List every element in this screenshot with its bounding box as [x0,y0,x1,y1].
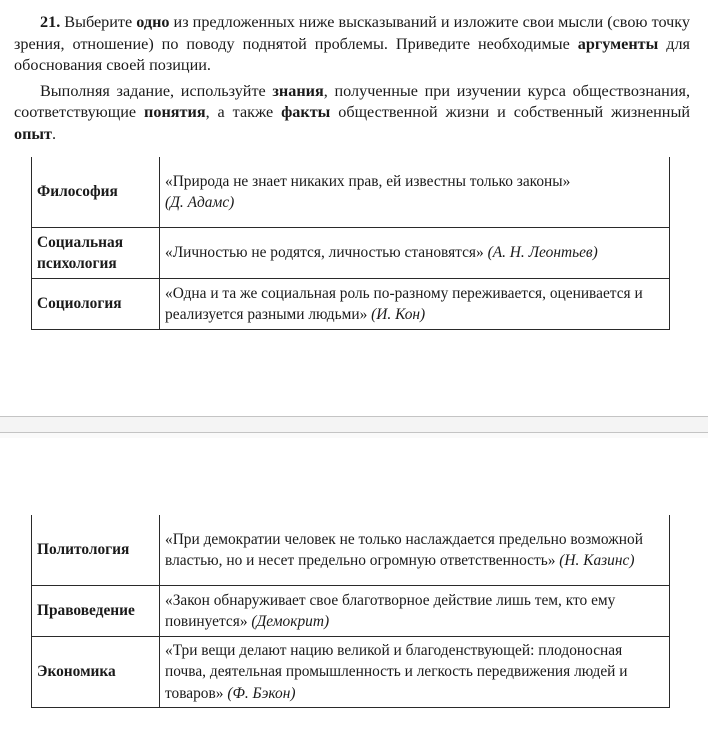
subject-cell: Социальная психология [32,228,160,279]
task-paragraph-2 [14,81,690,146]
text-fragment: , а также [205,103,282,122]
subject-cell: Экономика [32,637,160,708]
subject-cell: Политология [32,515,160,586]
quote-text: «При демократии человек не только наслаждается предельно возможной властью, но и несет предельно огромную ответственность» [165,530,643,569]
quote-author: (Д. Адамс) [165,194,235,211]
quote-cell [160,228,670,279]
text-fragment: Выполняя задание, используйте [40,81,273,100]
quote-author: (И. Кон) [371,306,426,323]
emphasis: аргументы [577,34,659,53]
table-row [32,515,670,586]
emphasis: одно [136,13,170,31]
emphasis: опыт [14,124,53,143]
quote-text: «Три вещи делают нацию великой и благоденствующей: плодоносная почва, деятельная промышленность и легкость передвижения людей и товаров» [165,641,628,702]
subject-cell: Социология [32,279,160,330]
task-number: 21. [40,13,61,31]
quote-cell [160,157,670,228]
page-break-shadow [0,433,708,438]
text-fragment: для обоснования своей позиции. [14,34,690,75]
quote-text: «Личностью не родятся, личностью становятся» [165,244,484,262]
text-fragment: , полученные при изучении курса обществознания, соответствующие [14,81,690,122]
quote-author: (Н. Казинс) [559,552,635,569]
quote-text: «Природа не знает никаких прав, ей известны только законы» [165,172,571,190]
table-row [32,279,670,330]
table-row [32,228,670,279]
quote-author: (Демокрит) [251,613,330,630]
task-instructions [14,12,690,146]
quote-cell [160,586,670,637]
quote-text: «Закон обнаруживает свое благотворное действие лишь тем, кто ему повинуется» [165,591,616,630]
quote-cell [160,279,670,330]
task-paragraph-1 [14,12,690,77]
text-fragment: из предложенных ниже высказываний и изложите свои мысли (свою точку зрения, отношение) по поводу поднятой проблемы. Приведите необходимые [14,13,690,53]
table-row [32,157,670,228]
text-fragment: Выберите [60,13,137,31]
quote-author: (А. Н. Леонтьев) [487,244,598,262]
quote-author: (Ф. Бэкон) [227,684,296,702]
quote-text: «Одна и та же социальная роль по-разному переживается, оценивается и реализуется разными людьми» [165,284,643,323]
emphasis: факты [281,103,331,122]
subject-cell: Философия [32,157,160,228]
quotes-table-page-2 [31,515,670,708]
text-fragment: . [52,124,57,143]
emphasis: знания [272,81,324,100]
page-break-separator [0,416,708,433]
quote-cell [160,515,670,586]
table-row [32,586,670,637]
subject-cell: Правоведение [32,586,160,637]
quote-cell [160,637,670,708]
text-fragment: общественной жизни и собственный жизненный [330,103,690,122]
table-row [32,637,670,708]
quotes-table-page-1 [31,157,670,330]
emphasis: понятия [144,103,206,122]
